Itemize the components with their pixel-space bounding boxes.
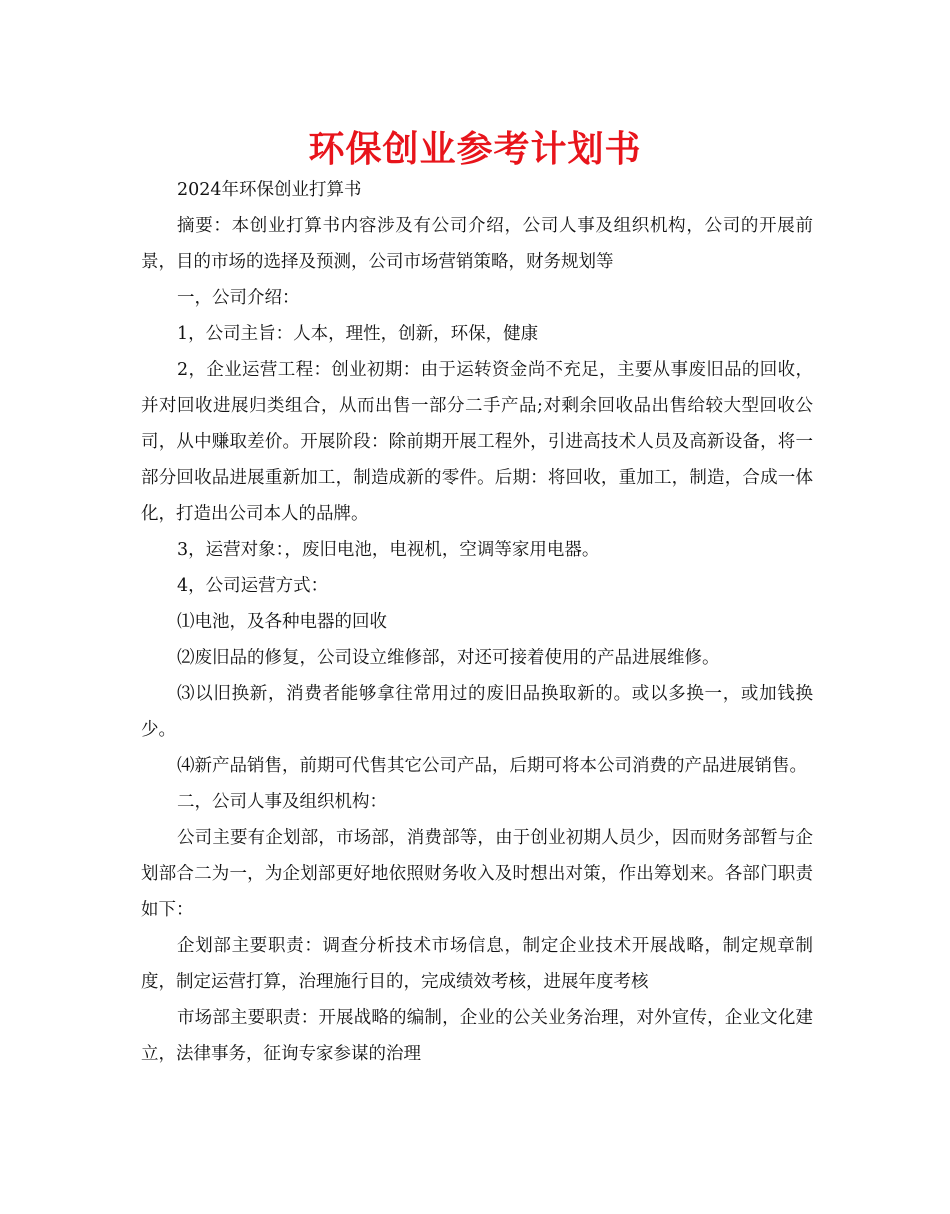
paragraph: 2024年环保创业打算书 <box>177 180 362 200</box>
paragraph: 3，运营对象：，废旧电池，电视机，空调等家用电器。 <box>177 540 600 560</box>
paragraph: 公司主要有企划部，市场部，消费部等，由于创业初期人员少，因而财务部暂与企划部合二为一，为企划部更好地依照财务收入及时想出对策，作出筹划来。各部门职责如下： <box>141 828 813 920</box>
paragraph: ⑵废旧品的修复，公司设立维修部，对还可接着使用的产品进展维修。 <box>177 648 720 668</box>
paragraph: ⑴电池，及各种电器的回收 <box>177 612 387 632</box>
document-title: 环保创业参考计划书 <box>308 129 642 170</box>
document-body <box>141 172 813 1072</box>
paragraph: 1，公司主旨：人本，理性，创新，环保，健康 <box>177 324 539 344</box>
paragraph: 二，公司人事及组织机构： <box>177 792 387 812</box>
paragraph: 4，公司运营方式： <box>177 576 329 596</box>
paragraph: 一，公司介绍： <box>177 288 300 308</box>
paragraph: 2，企业运营工程：创业初期：由于运转资金尚不充足，主要从事废旧品的回收，并对回收进展归类组合，从而出售一部分二手产品;对剩余回收品出售给较大型回收公司，从中赚取差价。开展阶段：除前期开展工程外，引进高技术人员及高新设备，将一部分回收品进展重新加工，制造成新的零件。后期：将回收，重加工，制造，合成一体化，打造出公司本人的品牌。 <box>141 360 813 524</box>
paragraph: 摘要：本创业打算书内容涉及有公司介绍，公司人事及组织机构，公司的开展前景，目的市场的选择及预测，公司市场营销策略，财务规划等 <box>141 216 813 272</box>
paragraph: 市场部主要职责：开展战略的编制，企业的公关业务治理，对外宣传，企业文化建立，法律事务，征询专家参谋的治理 <box>141 1008 813 1064</box>
paragraph: 企划部主要职责：调查分析技术市场信息，制定企业技术开展战略，制定规章制度，制定运营打算，治理施行目的，完成绩效考核，进展年度考核 <box>141 936 813 992</box>
paragraph: ⑷新产品销售，前期可代售其它公司产品，后期可将本公司消费的产品进展销售。 <box>177 756 807 776</box>
paragraph: ⑶以旧换新，消费者能够拿往常用过的废旧品换取新的。或以多换一，或加钱换少。 <box>141 684 813 740</box>
